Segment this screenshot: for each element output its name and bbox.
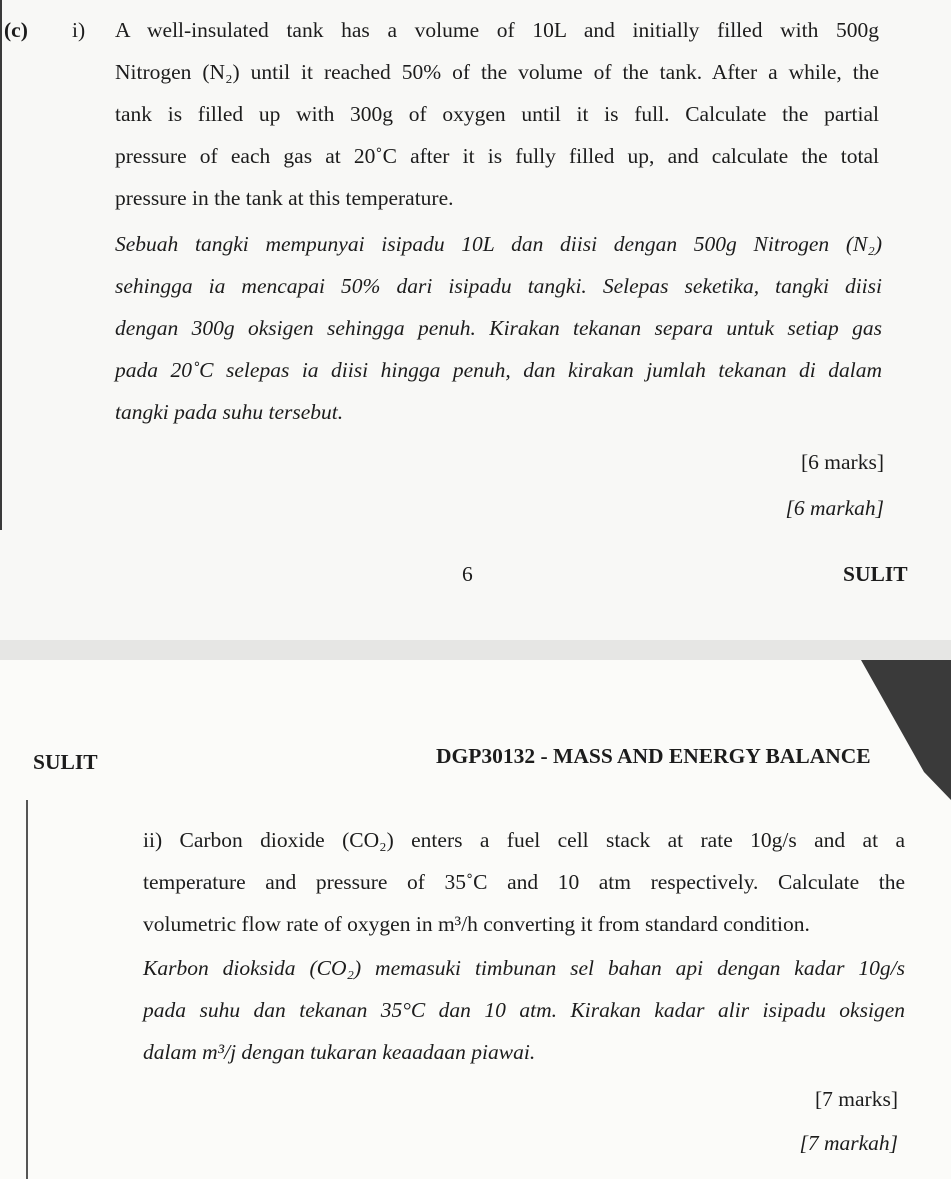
- question-text-line: A well-insulated tank has a volume of 10L and initially filled with 500g: [115, 18, 879, 42]
- exam-page-7: [0, 660, 951, 1179]
- marks-malay: [7 markah]: [799, 1131, 898, 1155]
- margin-line: [0, 0, 2, 530]
- question-text-line: tank is filled up with 300g of oxygen until it is full. Calculate the partial: [115, 102, 879, 126]
- page-number: 6: [462, 562, 473, 586]
- marks-malay: [6 markah]: [785, 496, 884, 520]
- question-text-line: pressure of each gas at 20˚C after it is fully filled up, and calculate the total: [115, 144, 879, 168]
- translation-line: pada suhu dan tekanan 35°C dan 10 atm. Kirakan kadar alir isipadu oksigen: [143, 998, 905, 1022]
- marks-english: [7 marks]: [815, 1087, 898, 1111]
- page-gap: [0, 640, 951, 660]
- margin-line: [26, 800, 28, 1179]
- footer-label: SULIT: [843, 562, 908, 586]
- question-text-line: volumetric flow rate of oxygen in m³/h converting it from standard condition.: [143, 912, 810, 936]
- header-label: SULIT: [33, 750, 98, 774]
- translation-line: pada 20˚C selepas ia diisi hingga penuh, dan kirakan jumlah tekanan di dalam: [115, 358, 882, 382]
- translation-line: sehingga ia mencapai 50% dari isipadu tangki. Selepas seketika, tangki diisi: [115, 274, 882, 298]
- part-label: (c): [4, 18, 28, 42]
- translation-line: dengan 300g oksigen sehingga penuh. Kirakan tekanan separa untuk setiap gas: [115, 316, 882, 340]
- question-text-line: pressure in the tank at this temperature.: [115, 186, 454, 210]
- question-text-line: Nitrogen (N₂) until it reached 50% of the volume of the tank. After a while, the: [115, 60, 879, 84]
- translation-line: dalam m³/j dengan tukaran keaadaan piawai.: [143, 1040, 536, 1064]
- course-title: DGP30132 - MASS AND ENERGY BALANCE: [436, 744, 871, 768]
- translation-line: Karbon dioksida (CO₂) memasuki timbunan sel bahan api dengan kadar 10g/s: [143, 956, 905, 980]
- translation-line: tangki pada suhu tersebut.: [115, 400, 344, 424]
- question-text-line: ii) Carbon dioxide (CO₂) enters a fuel cell stack at rate 10g/s and at a: [143, 828, 905, 852]
- question-text-line: temperature and pressure of 35˚C and 10 atm respectively. Calculate the: [143, 870, 905, 894]
- translation-line: Sebuah tangki mempunyai isipadu 10L dan diisi dengan 500g Nitrogen (N₂): [115, 232, 882, 256]
- question-number: i): [72, 18, 86, 42]
- marks-english: [6 marks]: [801, 450, 884, 474]
